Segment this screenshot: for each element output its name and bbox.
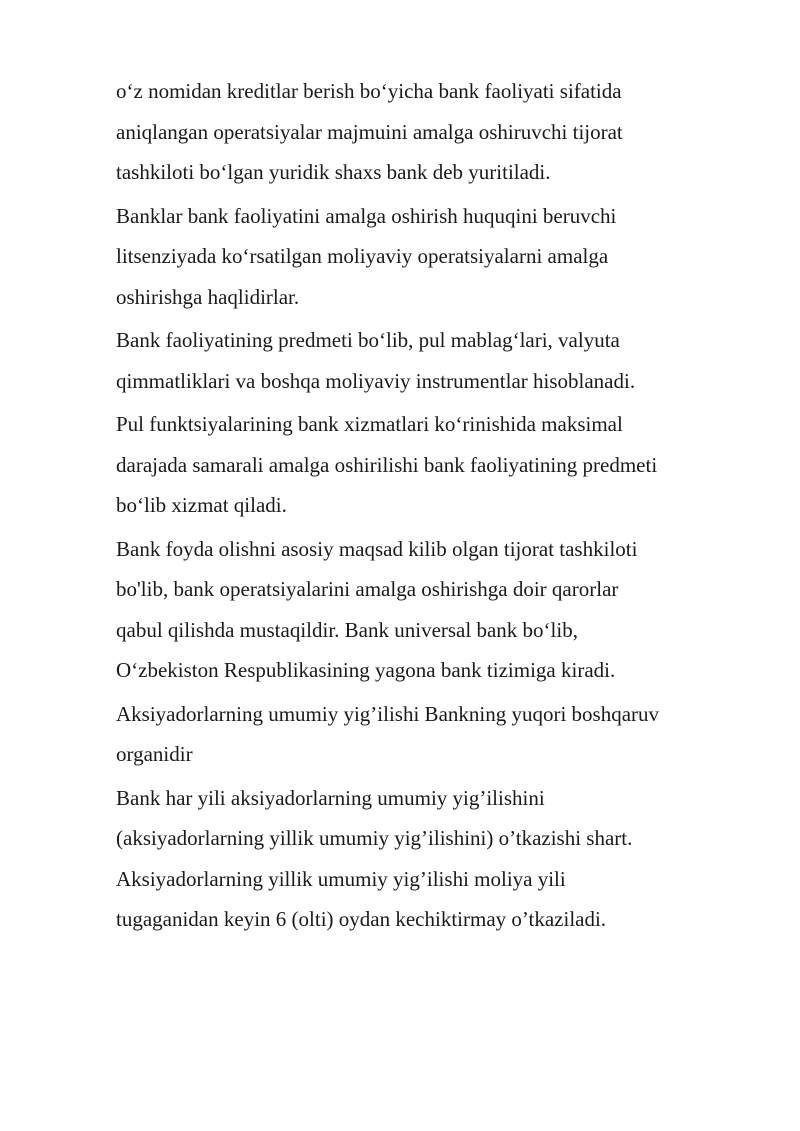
text-line: oshirishga haqlidirlar. <box>116 284 300 309</box>
text-line: O‘zbekiston Respublikasining yagona bank tizimiga kiradi. <box>116 658 616 682</box>
text-line: aniqlangan operatsiyalar majmuini amalga oshiruvchi tijorat <box>116 119 623 144</box>
paragraph-bank-definition <box>116 71 756 193</box>
text-line: litsenziyada ko‘rsatilgan moliyaviy operatsiyalarni amalga <box>116 244 609 268</box>
text-line: Aksiyadorlarning yillik umumiy yig’ilishi moliya yili <box>116 866 566 891</box>
text-line: (aksiyadorlarning yillik umumiy yig’ilishini) o’tkazishi shart. <box>116 826 633 850</box>
document-body <box>116 71 756 943</box>
paragraph-annual-meeting <box>116 778 756 940</box>
paragraph-bank-subject <box>116 320 756 401</box>
text-line: Pul funktsiyalarining bank xizmatlari ko‘rinishida maksimal <box>116 412 623 436</box>
paragraph-shareholders-meeting <box>116 694 756 775</box>
paragraph-money-functions <box>116 404 756 526</box>
text-line: Bank har yili aksiyadorlarning umumiy yig’ilishini <box>116 785 545 810</box>
text-line: Banklar bank faoliyatini amalga oshirish huquqini beruvchi <box>116 203 617 228</box>
text-line: Aksiyadorlarning umumiy yig’ilishi Bankning yuqori boshqaruv <box>116 701 660 726</box>
paragraph-bank-purpose <box>116 529 756 691</box>
text-line: qabul qilishda mustaqildir. Bank universal bank bo‘lib, <box>116 617 578 642</box>
paragraph-bank-rights <box>116 196 756 318</box>
text-line: bo'lib, bank operatsiyalarini amalga oshirishga doir qarorlar <box>116 577 619 601</box>
text-line: tugaganidan keyin 6 (olti) oydan kechiktirmay o’tkaziladi. <box>116 907 607 931</box>
text-line: organidir <box>116 742 193 766</box>
text-line: qimmatliklari va boshqa moliyaviy instrumentlar hisoblanadi. <box>116 368 636 393</box>
text-line: bo‘lib xizmat qiladi. <box>116 493 287 517</box>
text-line: darajada samarali amalga oshirilishi bank faoliyatining predmeti <box>116 452 658 477</box>
text-line: Bank faoliyatining predmeti bo‘lib, pul mablag‘lari, valyuta <box>116 328 620 352</box>
text-line: tashkiloti bo‘lgan yuridik shaxs bank deb yuritiladi. <box>116 160 551 184</box>
text-line: Bank foyda olishni asosiy maqsad kilib olgan tijorat tashkiloti <box>116 536 638 561</box>
text-line: o‘z nomidan kreditlar berish bo‘yicha bank faoliyati sifatida <box>116 79 622 103</box>
